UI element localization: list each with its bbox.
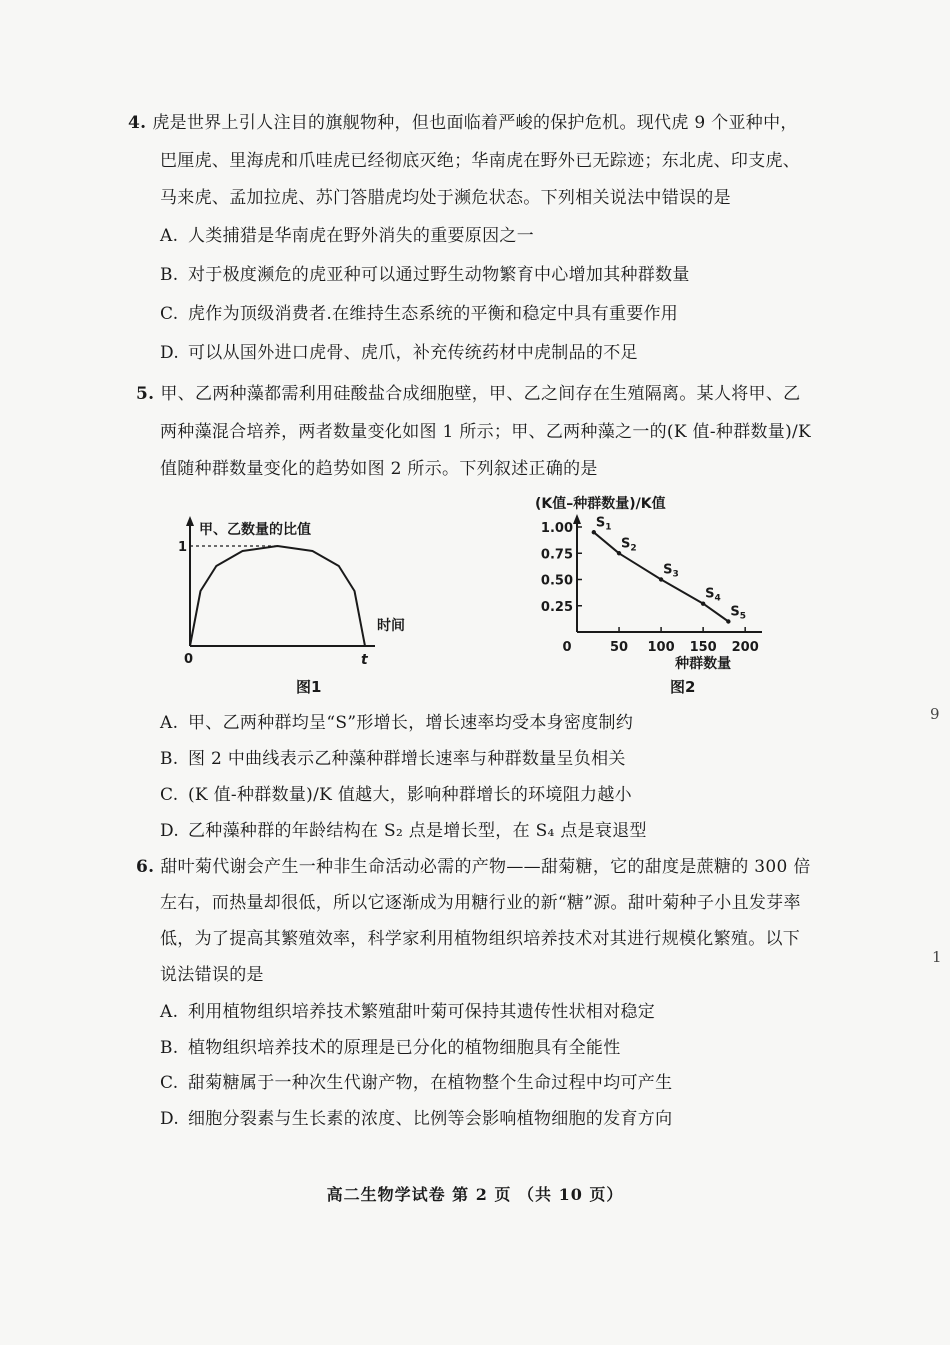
question-6-line-2: 左右，而热量却很低，所以它逐渐成为用糖行业的新“糖”源。甜叶菊种子小且发芽率	[160, 893, 801, 913]
fig1-y-axis-arrow	[186, 516, 194, 526]
question-6-number: 6.	[136, 857, 155, 877]
question-6-option-a: A. 利用植物组织培养技术繁殖甜叶菊可保持其遗传性状相对稳定	[160, 1002, 656, 1022]
question-4-line-1: 4. 虎是世界上引人注目的旗舰物种，但也面临着严峻的保护危机。现代虎 9 个亚种中，	[128, 113, 798, 133]
fig2-point-S5	[726, 619, 730, 623]
question-6-line-3: 低，为了提高其繁殖效率，科学家利用植物组织培养技术对其进行规模化繁殖。以下	[160, 929, 801, 949]
figure-2-label: 图2	[670, 678, 696, 696]
fig2-x-tick-label-0: 0	[562, 640, 572, 655]
fig2-point-label-sub-S3: 3	[672, 569, 679, 580]
question-6-option-b: B. 植物组织培养技术的原理是已分化的植物细胞具有全能性	[160, 1038, 621, 1058]
question-6-option-c: C. 甜菊糖属于一种次生代谢产物，在植物整个生命过程中均可产生	[160, 1073, 673, 1093]
fig1-y-axis-label: 甲、乙数量的比值	[199, 522, 311, 538]
fig1-series-curve	[190, 546, 365, 646]
fig2-x-tick-label-1: 50	[609, 640, 629, 655]
question-5-line-2: 两种藻混合培养，两者数量变化如图 1 所示；甲、乙两种藻之一的(K 值-种群数量)/K	[160, 422, 812, 442]
fig1-x-axis-label: 时间	[377, 618, 405, 634]
figure-1-chart	[150, 508, 420, 678]
question-6-option-d: D. 细胞分裂素与生长素的浓度、比例等会影响植物细胞的发育方向	[160, 1109, 673, 1129]
fig2-x-tick-label-2: 100	[647, 640, 675, 655]
fig2-point-label-S2: $S_2$	[621, 536, 637, 554]
fig2-series-curve	[594, 532, 729, 621]
question-5-option-b: B. 图 2 中曲线表示乙种藻种群增长速率与种群数量呈负相关	[160, 749, 626, 769]
edge-mark-bottom: 1	[932, 948, 942, 966]
question-4-option-a: A. 人类捕猎是华南虎在野外消失的重要原因之一	[160, 226, 534, 246]
fig2-x-axis-label: 种群数量	[675, 656, 732, 672]
figure-1-label: 图1	[296, 678, 322, 696]
fig2-point-label-S4: $S_4$	[705, 586, 721, 604]
fig2-x-tick-label-4: 200	[731, 640, 759, 655]
fig1-y-tick-label-1: 1	[178, 540, 188, 555]
page-footer: 高二生物学试卷 第 2 页 （共 10 页）	[326, 1185, 624, 1204]
fig2-point-S1	[592, 530, 596, 534]
question-5-option-d: D. 乙种藻种群的年龄结构在 S₂ 点是增长型，在 S₄ 点是衰退型	[160, 821, 647, 841]
question-5-option-a: A. 甲、乙两种群均呈“S”形增长，增长速率均受本身密度制约	[160, 713, 634, 733]
fig2-y-tick-label-3: 1.00	[540, 521, 573, 536]
fig2-point-label-S5: $S_5$	[730, 604, 747, 622]
fig2-y-tick-label-1: 0.50	[540, 573, 573, 589]
question-5-line-3: 值随种群数量变化的趋势如图 2 所示。下列叙述正确的是	[160, 459, 598, 479]
question-4-line-3: 马来虎、孟加拉虎、苏门答腊虎均处于濒危状态。下列相关说法中错误的是	[160, 188, 731, 208]
fig2-y-tick-label-0: 0.25	[540, 599, 573, 615]
fig2-point-S2	[617, 551, 621, 555]
question-6-line-1: 6. 甜叶菊代谢会产生一种非生命活动必需的产物——甜菊糖，它的甜度是蔗糖的 300 倍	[136, 857, 811, 877]
question-5-option-c: C. (K 值-种群数量)/K 值越大，影响种群增长的环境阻力越小	[160, 785, 632, 805]
fig2-point-label-S3: $S_3$	[663, 562, 679, 580]
fig2-point-label-S1: $S_1$	[595, 515, 612, 533]
fig1-x-tick-label-t: t	[361, 652, 368, 668]
question-6-line-4: 说法错误的是	[160, 965, 264, 985]
question-4-option-c: C. 虎作为顶级消费者.在维持生态系统的平衡和稳定中具有重要作用	[160, 304, 679, 324]
fig1-x-tick-label-0: 0	[184, 652, 194, 667]
figure-2-chart	[535, 492, 785, 678]
fig2-y-axis-arrow	[573, 514, 581, 524]
fig2-y-axis-label: (K值–种群数量)/K值	[535, 496, 666, 512]
question-4-line-2: 巴厘虎、里海虎和爪哇虎已经彻底灭绝；华南虎在野外已无踪迹；东北虎、印支虎、	[160, 151, 801, 171]
question-4-option-d: D. 可以从国外进口虎骨、虎爪，补充传统药材中虎制品的不足	[160, 343, 638, 363]
question-5-line-1: 5. 甲、乙两种藻都需利用硅酸盐合成细胞壁，甲、乙之间存在生殖隔离。某人将甲、乙	[136, 384, 801, 404]
edge-mark-top: 9	[930, 705, 940, 723]
fig2-point-S4	[701, 601, 705, 605]
fig2-point-label-sub-S1: 1	[605, 522, 612, 533]
question-4-number: 4.	[128, 113, 147, 133]
question-5-number: 5.	[136, 384, 155, 404]
fig2-y-tick-label-2: 0.75	[540, 547, 573, 563]
fig2-x-tick-label-3: 150	[689, 640, 717, 655]
fig2-point-label-sub-S5: 5	[739, 611, 747, 622]
question-4-option-b: B. 对于极度濒危的虎亚种可以通过野生动物繁育中心增加其种群数量	[160, 265, 690, 285]
fig2-point-label-sub-S4: 4	[714, 593, 721, 604]
fig2-point-label-sub-S2: 2	[630, 543, 637, 554]
fig2-point-S3	[659, 577, 663, 581]
